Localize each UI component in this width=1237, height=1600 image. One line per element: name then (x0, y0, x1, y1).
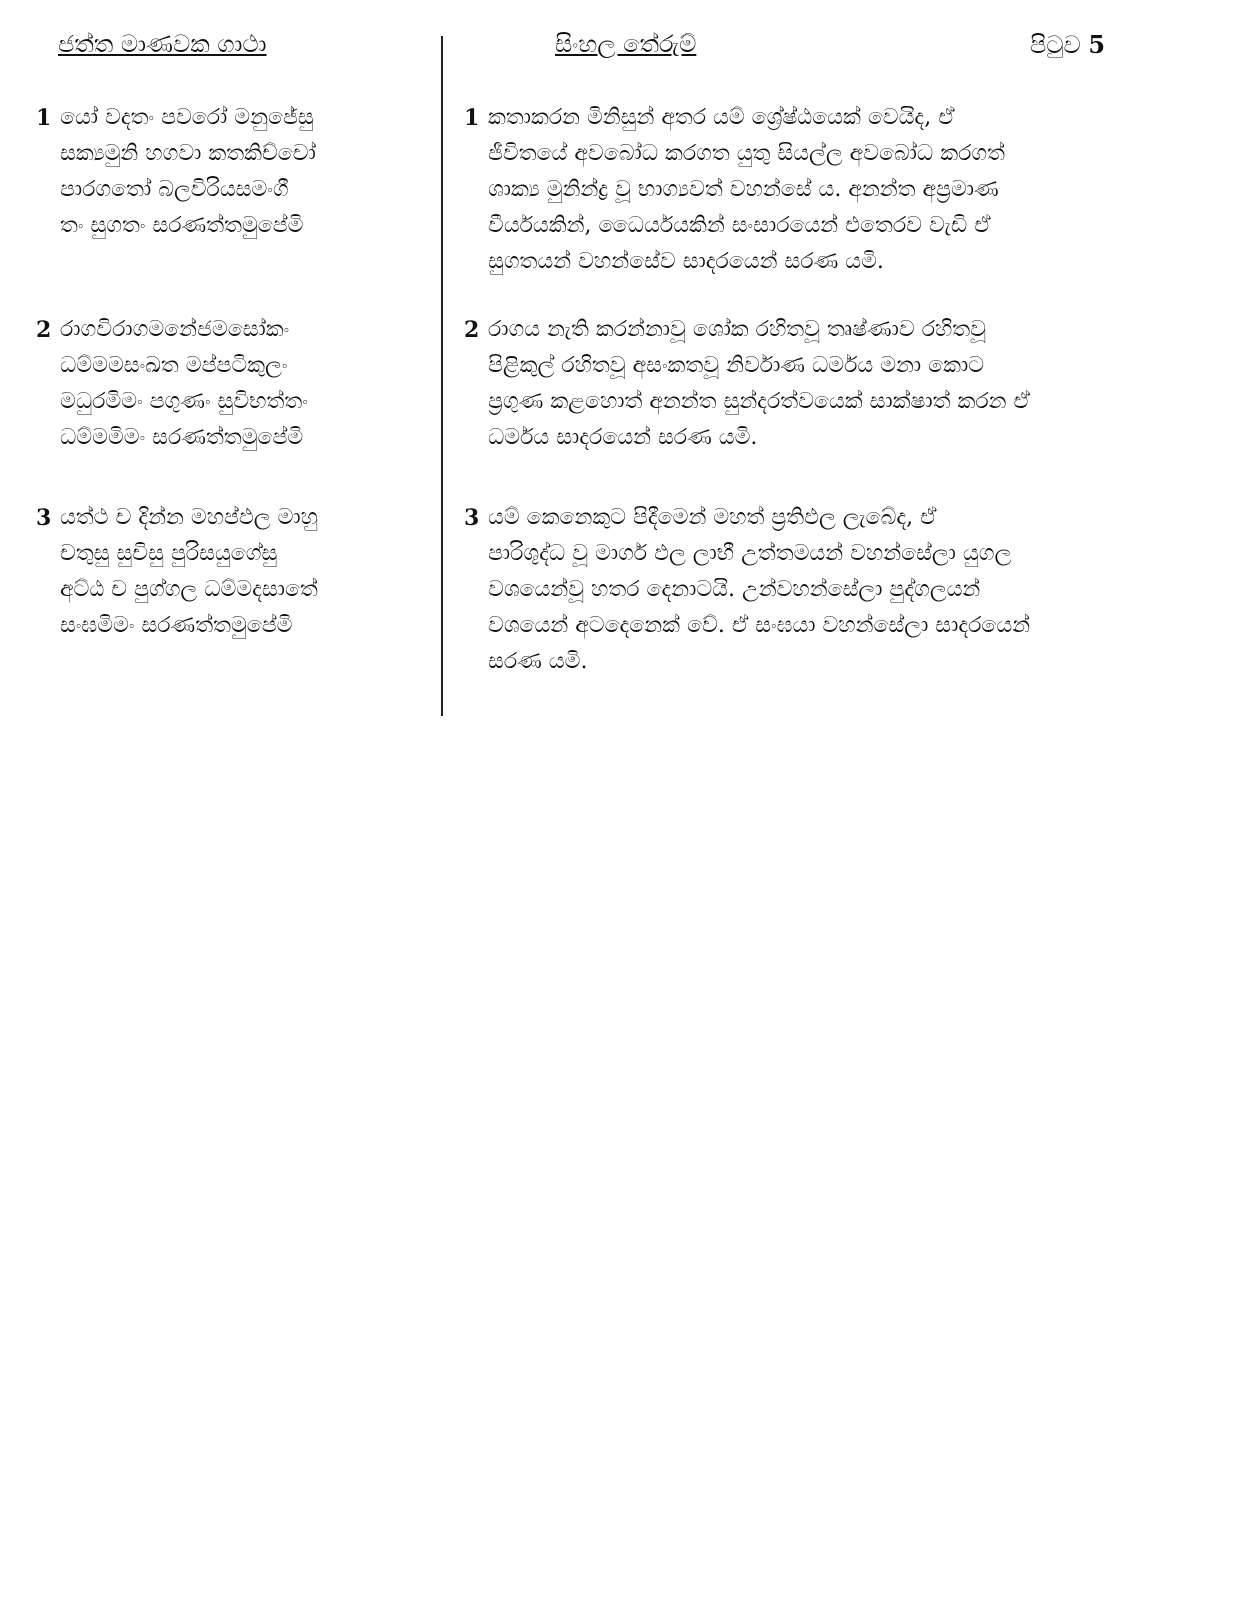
sinhala-line: කතාකරන මිනිසුන් අතර යම් ශ්‍රේෂ්ඨයෙක් වෙයිද, ඒ (488, 105, 955, 130)
column-divider (441, 36, 443, 716)
pali-line: චතුසු සුචිසු පුරිසයුගේසු (60, 541, 278, 566)
sinhala-line: ධර්මය සාදරයෙන් සරණ යමි. (488, 425, 758, 450)
sinhala-verse-3 (464, 500, 1031, 680)
sinhala-column-title: සිංහල තේරුම් (555, 30, 697, 58)
sinhala-verse-2 (464, 312, 1030, 456)
sinhala-line: පිළිකුල් රහිතවූ අසංකතවූ නිර්වාණ ධර්මය මනා කොට (488, 353, 985, 378)
page-number-value: 5 (1088, 30, 1106, 59)
page-label: පිටුව (1030, 31, 1081, 59)
pali-line: තං සුගතං සරණත්තමුපේමි (60, 213, 304, 238)
verse-number: 2 (464, 317, 480, 343)
sinhala-line: වශයෙන් අටදෙනෙක් වේ. ඒ සංඝයා වහන්සේලා සාදරයෙන් (488, 613, 1031, 638)
sinhala-line: වීර්යයකින්, ධෛර්යයකින් සංසාරයෙන් එතෙරව වැඩි ඒ (488, 213, 991, 238)
pali-line: සක්‍යමුනි හගවා කතකිච්චෝ (60, 141, 316, 166)
sinhala-line: ප්‍රගුණ කළහොත් අනන්ත සුන්දරත්වයෙක් සාක්ෂාත් කරන ඒ (488, 389, 1030, 414)
sinhala-verse-1 (464, 100, 1005, 280)
sinhala-line: රාගය නැති කරන්නාවූ ශෝක රහිතවූ තෘෂ්ණාව රහිතවූ (488, 317, 986, 342)
pali-verse-2 (36, 312, 308, 456)
verse-number: 3 (36, 505, 52, 531)
sinhala-line: වශයෙන්වූ හතර දෙනාටයි. උන්වහන්සේලා පුද්ගලයන් (488, 577, 981, 602)
sinhala-line: යම් කෙනෙකුට පිදීමෙන් මහත් ප්‍රතිඵල ලැබේද, ඒ (488, 505, 937, 530)
pali-verse-1 (36, 100, 316, 244)
sinhala-line: ජීවිතයේ අවබෝධ කරගත යුතු සියල්ල අවබෝධ කරගත් (488, 141, 1005, 166)
pali-verse-3 (36, 500, 318, 644)
pali-line: පාරගතෝ බලවිරියසමංගී (60, 177, 289, 202)
pali-line: මධුරමිමං පගුණං සුවිභත්තං (60, 389, 308, 414)
verse-number: 2 (36, 317, 52, 343)
pali-line: අට්ඨ ච පුග්ගල ධම්මදසාතේ (60, 577, 318, 602)
verse-number: 1 (36, 105, 52, 131)
sinhala-line: සුගතයන් වහන්සේව සාදරයෙන් සරණ යමි. (488, 249, 884, 274)
pali-line: ධම්මමසංඛත මප්පටිකුලං (60, 353, 288, 378)
verse-number: 1 (464, 105, 480, 131)
pali-line: ධම්මමිමං සරණත්තමුපේමි (60, 425, 304, 450)
sinhala-line: පාරිශුද්ධ වූ මාර්ග ඵල ලාභී උත්තමයන් වහන්සේලා යුගල (488, 541, 1012, 566)
sinhala-line: සරණ යමි. (488, 649, 588, 674)
pali-line: රාගවිරාගමනේජමසෝකං (60, 317, 290, 342)
verse-number: 3 (464, 505, 480, 531)
pali-line: යෝ වදතං පවරෝ මනුජේසු (60, 105, 314, 130)
pali-column-title: ජත්ත මාණවක ගාථා (58, 30, 267, 58)
page-number (1030, 30, 1105, 59)
pali-line: යත්ථ ච දින්න මහප්ඵල මාහු (60, 505, 318, 530)
sinhala-line: ශාක්‍ය මුනින්ද්‍ර වූ භාග්‍යවත් වහන්සේ ය. අනන්ත අප්‍රමාණ (488, 177, 999, 202)
pali-line: සංඝමිමං සරණත්තමුපේමි (60, 613, 293, 638)
